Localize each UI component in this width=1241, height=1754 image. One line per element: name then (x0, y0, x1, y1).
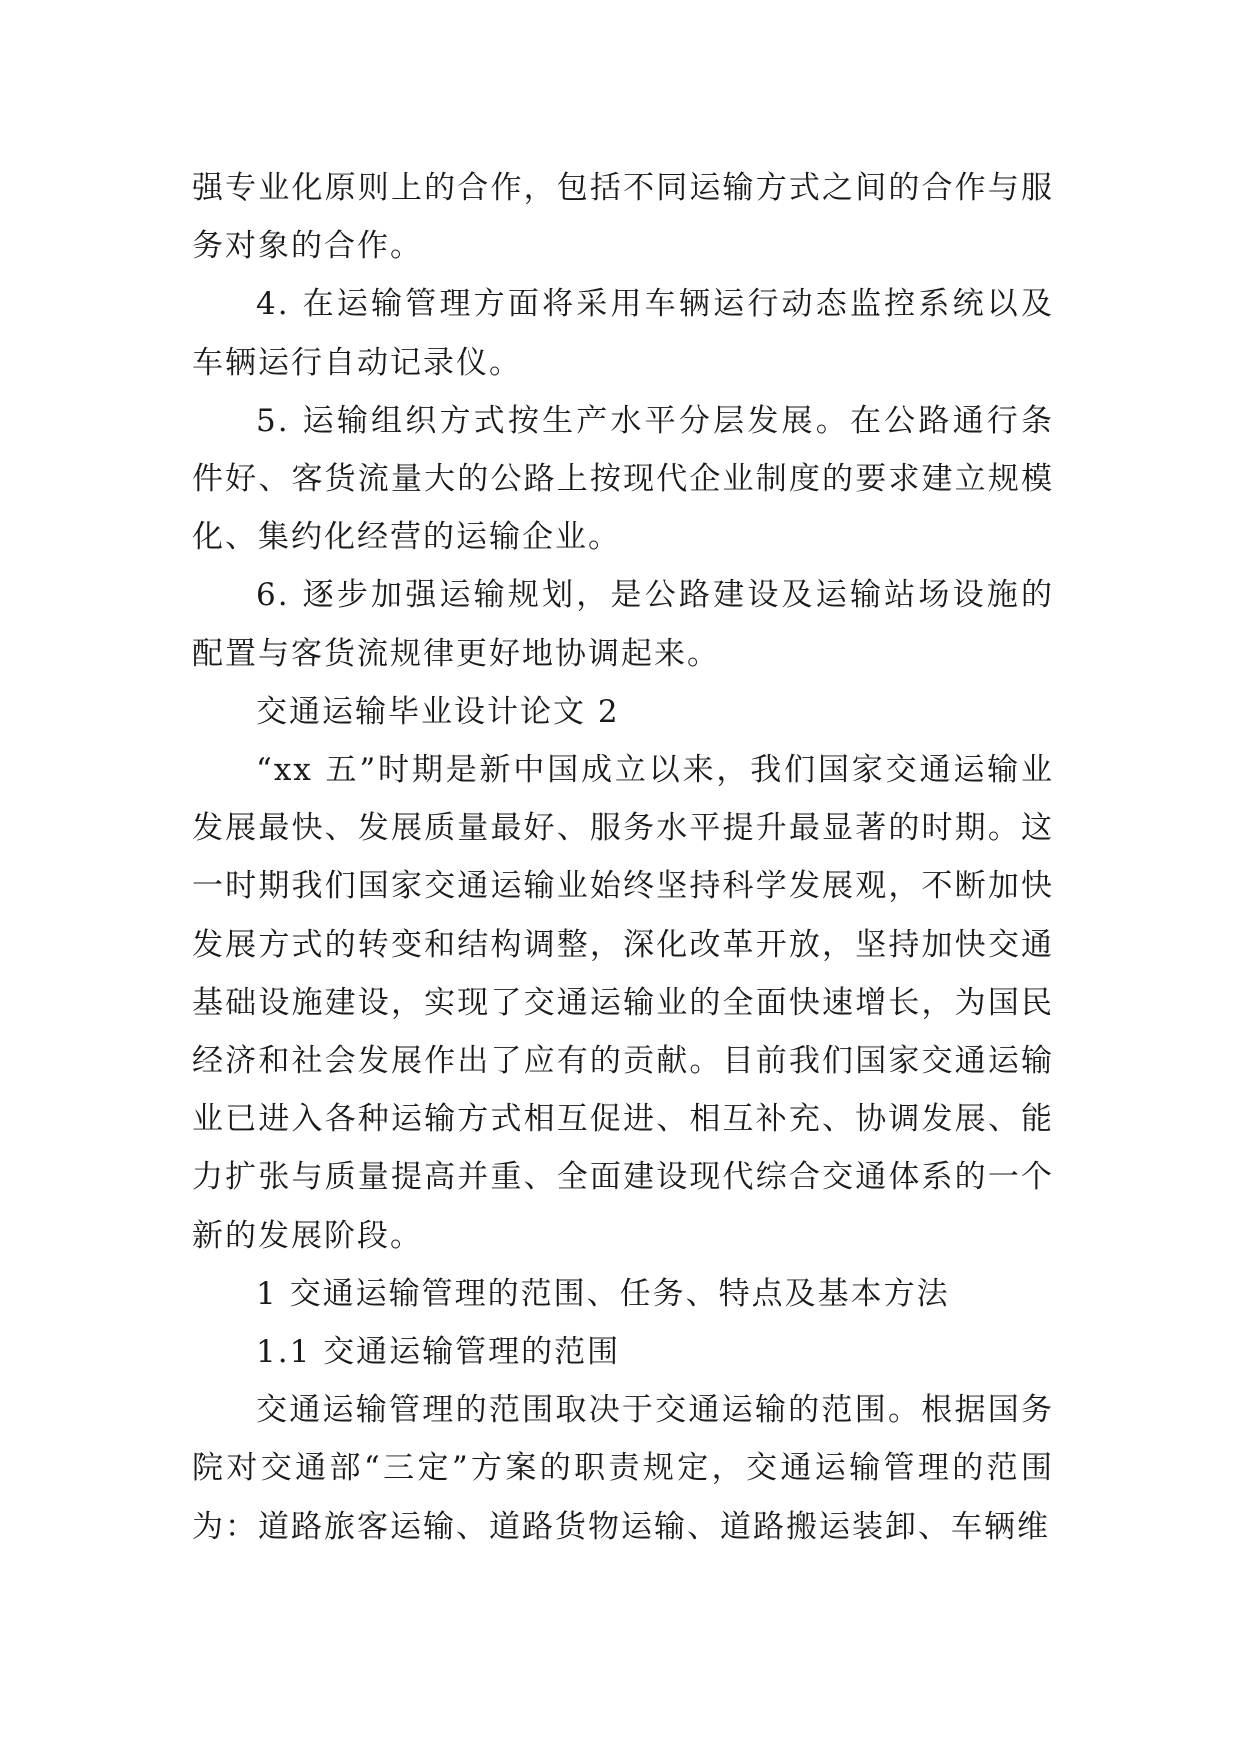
paragraph-item-4: 4. 在运输管理方面将采用车辆运行动态监控系统以及车辆运行自动记录仪。 (192, 286, 1054, 381)
heading-1-1: 1.1 交通运输管理的范围 (256, 1334, 621, 1371)
paragraph-continuation: 强专业化原则上的合作，包括不同运输方式之间的合作与服务对象的合作。 (192, 170, 1054, 265)
paragraph-intro: “xx 五”时期是新中国成立以来，我们国家交通运输业发展最快、发展质量最好、服务水平提升最显著的时期。这一时期我们国家交通运输业始终坚持科学发展观，不断加快发展方式的转变和结构调整，深化改革开放，坚持加快交通基础设施建设，实现了交通运输业的全面快速增长，为国民经济和社会发展作出了应有的贡献。目前我们国家交通运输业已进入各种运输方式相互促进、相互补充、协调发展、能力扩张与质量提高并重、全面建设现代综合交通体系的一个新的发展阶段。 (192, 752, 1054, 1254)
paragraph-scope: 交通运输管理的范围取决于交通运输的范围。根据国务院对交通部“三定”方案的职责规定，交通运输管理的范围为：道路旅客运输、道路货物运输、道路搬运装卸、车辆维 (192, 1392, 1054, 1545)
paragraph-item-6: 6. 逐步加强运输规划，是公路建设及运输站场设施的配置与客货流规律更好地协调起来。 (192, 577, 1054, 672)
body-text (192, 159, 1054, 1556)
paragraph-item-5: 5. 运输组织方式按生产水平分层发展。在公路通行条件好、客货流量大的公路上按现代企业制度的要求建立规模化、集约化经营的运输企业。 (192, 402, 1054, 556)
section-title: 交通运输毕业设计论文 2 (256, 693, 620, 730)
heading-1: 1 交通运输管理的范围、任务、特点及基本方法 (256, 1275, 950, 1312)
